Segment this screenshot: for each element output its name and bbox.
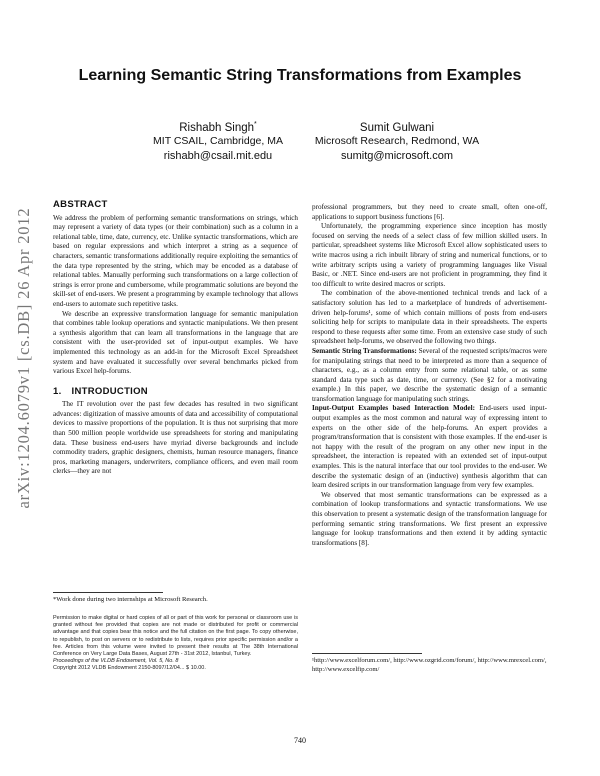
paragraph-heading: Input-Output Examples based Interaction Model: — [312, 404, 475, 413]
url-footnote[interactable]: ¹http://www.excelforum.com/, http://www.ozgrid.com/forum/, http://www.mrexcel.com/, http://www.excelfip.com/ — [312, 657, 547, 673]
author-footnote: *Work done during two internships at Microsoft Research. — [53, 596, 208, 603]
paper-title: Learning Semantic String Transformations from Examples — [78, 67, 522, 84]
intro-paragraph: The IT revolution over the past few decades has resulted in two significant advances: digitization of massive amounts of data and accessibility of computational devices to massive proportions of the population. It is thus not surprising that more than 500 million people worldwide use spreadsheets for storing and manipulating data. These business end-users have myriad diverse backgrounds and include commodity traders, graphic designers, chemists, human resource managers, finance pros, marketing managers, underwriters, compliance officers, and even mail room clerks—they are not — [53, 400, 298, 476]
page-number: 740 — [294, 736, 306, 745]
author-email[interactable]: rishabh@csail.mit.edu — [163, 149, 273, 162]
arxiv-stamp: arXiv:1204.6079v1 [cs.DB] 26 Apr 2012 — [14, 207, 33, 509]
abstract-heading: ABSTRACT — [53, 199, 108, 210]
permission-notice — [53, 615, 298, 673]
proceedings-line: Proceedings of the VLDB Endowment, Vol. 5, No. 8 — [53, 658, 179, 665]
section-heading — [53, 387, 298, 397]
body-paragraph: End-users used input-output examples as the most common and natural way of expressing intent to experts on the other side of the help-forums. An expert provides a program/transformation that is consistent with those examples. If the end-user is not happy with the result of the program on any other new input in the spreadsheet, the interaction is repeated with an extended set of input-output examples. This is the natural interface that our tool provides to the end-user. We describe the systematic design of an (inductive) synthesis algorithm that can learn desired scripts in our transformation language from very few examples. — [312, 404, 547, 490]
copyright-line: Copyright 2012 VLDB Endowment 2150-8097/12/04... $ 10.00. — [53, 665, 206, 672]
author-affiliation: MIT CSAIL, Cambridge, MA — [153, 134, 283, 147]
section-number: 1. — [53, 385, 62, 397]
body-paragraph: Unfortunately, the programming experience since inception has mostly focused on serving the needs of a select class of few million skilled users. In particular, spreadsheet systems like Microsoft Excel allow sophisticated users to write macros using a rich inbuilt library of string and numerical functions, or to write arbitrary scripts using a variety of programming languages like Visual Basic, or .NET. Since end-users are not proficient in programming, they find it too difficult to write desired macros or scripts. — [312, 222, 547, 288]
author-block — [118, 118, 318, 163]
footnote-rule — [312, 653, 422, 654]
section-title: INTRODUCTION — [71, 385, 148, 397]
body-paragraph: The combination of the above-mentioned technical trends and lack of a satisfactory solution has led to a marketplace of hundreds of advertisement-driven help-forums¹, some of which contain millions of posts from end-users soliciting help for scripts to manipulate data in their spreadsheets. The experts respond to these requests after some time. From an extensive case study of such spreadsheet help-forums, we observed the following two things. — [312, 289, 547, 346]
right-column — [312, 203, 547, 548]
author-name: Rishabh Singh — [179, 121, 255, 134]
author-affiliation: Microsoft Research, Redmond, WA — [314, 134, 480, 147]
body-paragraph: Several of the requested scripts/macros were for manipulating strings that need to be interpreted as more than a sequence of characters, e.g., as a column entry from some relational table, or as some standard data type such as date, time, or currency. (See §2 for a motivating example.) In this paper, we describe the systematic design of a semantic transformation language for manipulating such strings. — [312, 346, 547, 403]
body-paragraph: professional programmers, but they need to create small, often one-off, applications to support business functions [6]. — [312, 203, 547, 221]
left-column — [53, 197, 298, 477]
body-paragraph: We observed that most semantic transformations can be expressed as a combination of lookup transformations and syntactic transformations. We use this observation to present a systematic design of the transformation language for performing semantic string transformations. We first present an expressive language for lookup transformations and then extend it by adding syntactic transformations [8]. — [312, 490, 547, 547]
permission-text: Permission to make digital or hard copies of all or part of this work for personal or classroom use is granted without fee provided that copies are not made or distributed for profit or commercial advantage and that copies bear this notice and the full citation on the first page. To copy otherwise, to republish, to post on servers or to redistribute to lists, requires prior specific permission and/or a fee. Articles from this volume were invited to present their results at The 38th International Conference on Very Large Data Bases, August 27th - 31st 2012, Istanbul, Turkey. — [53, 615, 298, 658]
author-block — [297, 118, 497, 163]
footnote-rule — [53, 592, 163, 593]
abstract-paragraph: We describe an expressive transformation language for semantic manipulation that combines table lookup operations and syntactic manipulations. We then present a synthesis algorithm that can learn all transformations in the language that are consistent with the user-provided set of input-output examples. We have implemented this technology as an add-in for the Microsoft Excel Spreadsheet system and have evaluated it successfully over several benchmarks picked from various Excel help-forums. — [53, 309, 298, 376]
author-name: Sumit Gulwani — [359, 121, 435, 134]
author-footnote-mark: * — [254, 121, 257, 128]
paragraph-heading: Semantic String Transformations: — [312, 346, 417, 355]
abstract-paragraph: We address the problem of performing semantic transformations on strings, which may represent a variety of data types (or their combination) such as a column in a relational table, time, date, currency, etc. Unlike syntactic transformations, which are based on regular expressions and which interpret a string as a sequence of characters, semantic transformations additionally require exploiting the semantics of the data type represented by the string, which may be encoded as a database of relational tables. Manually performing such transformations on a large collection of strings is error prone and cumbersome, while programmatic solutions are beyond the skill-set of end-users. We present a programming by example technology that allows end-users to automate such repetitive tasks. — [53, 213, 298, 308]
author-email[interactable]: sumitg@microsoft.com — [340, 149, 454, 162]
